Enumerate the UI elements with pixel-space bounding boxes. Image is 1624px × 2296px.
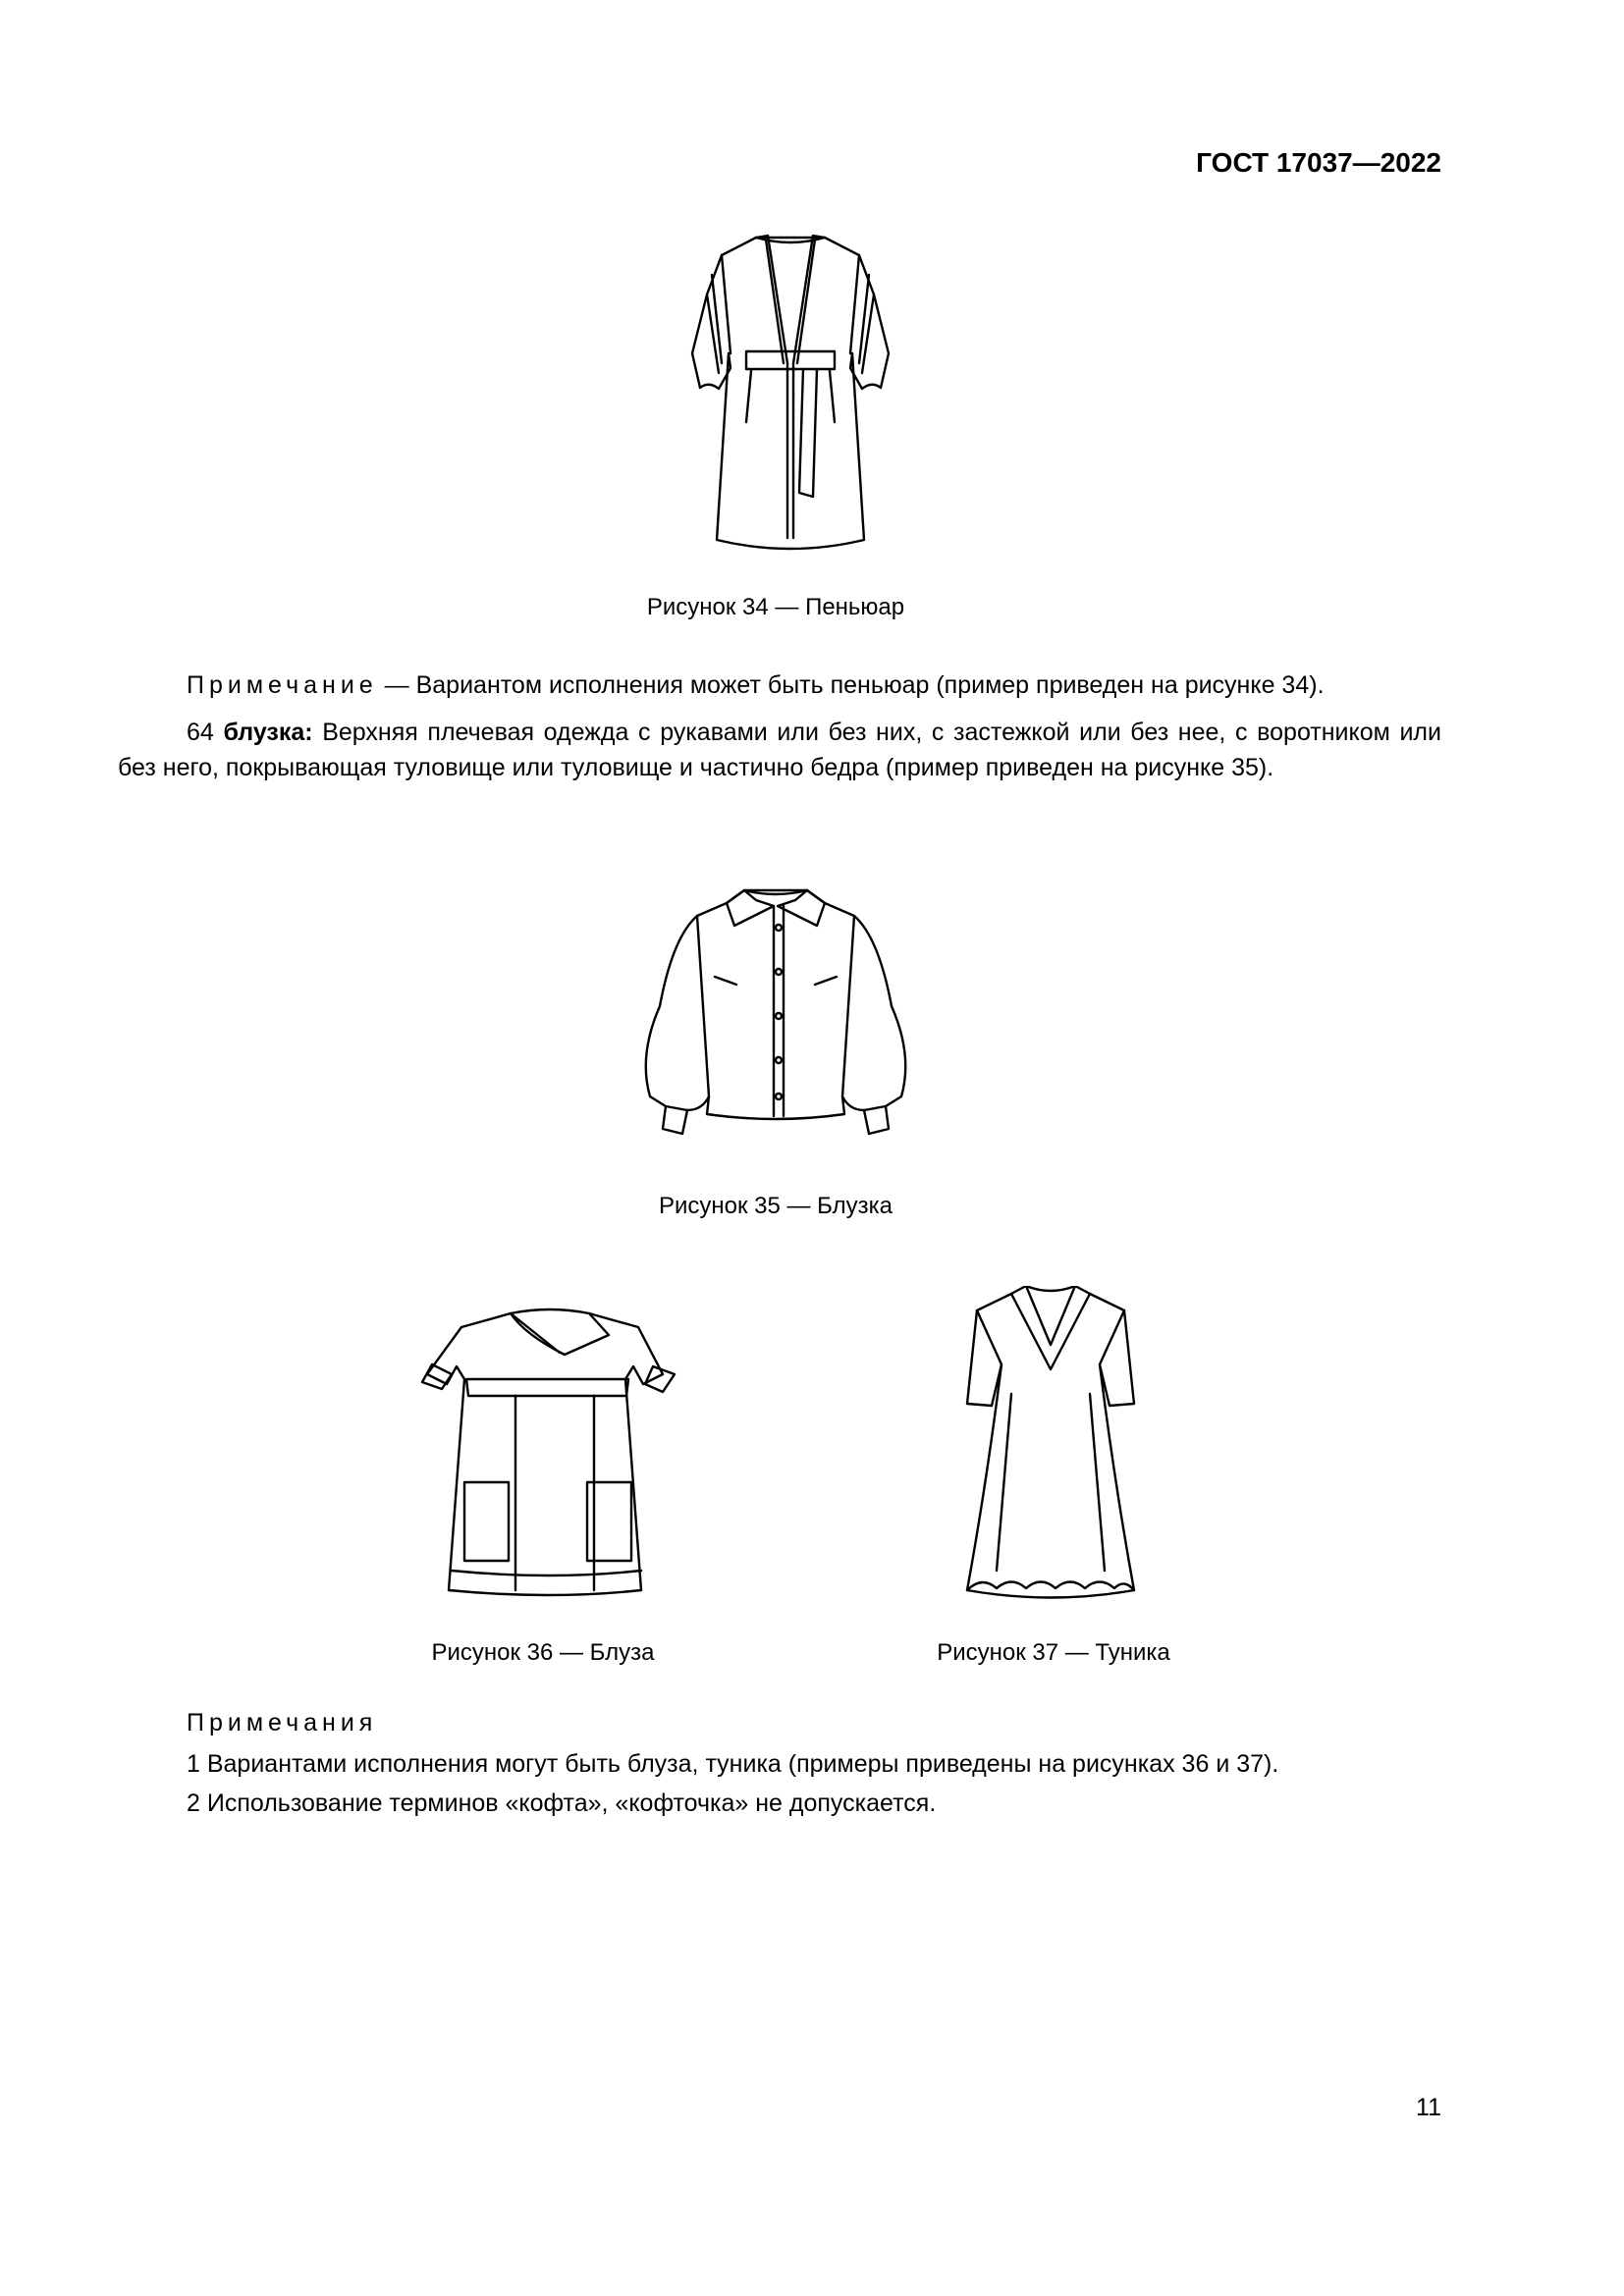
note-text: — Вариантом исполнения может быть пеньюар (пример приведен на рисунке 34). bbox=[377, 671, 1325, 699]
page-number: 11 bbox=[1416, 2094, 1441, 2121]
notes-item-2: 2 Использование терминов «кофта», «кофточка» не допускается. bbox=[187, 1789, 937, 1817]
term-definition: Верхняя плечевая одежда с рукавами или без них, с застежкой или без нее, с воротником или без него, покрывающая туловище или туловище и частично бедра (пример приведен на рисунке 35). bbox=[118, 719, 1441, 781]
notes-label: Примечания bbox=[187, 1709, 378, 1736]
figure-34-caption: Рисунок 34 — Пеньюар bbox=[646, 594, 905, 620]
figure-34-peignoir-drawing bbox=[677, 226, 903, 564]
figure-37-caption: Рисунок 37 — Туника bbox=[937, 1639, 1170, 1666]
notes-item-1: 1 Вариантами исполнения могут быть блуза, туника (примеры приведены на рисунках 36 и 37). bbox=[187, 1750, 1279, 1778]
figure-35-caption: Рисунок 35 — Блузка bbox=[658, 1193, 893, 1219]
note-label: Примечание bbox=[187, 671, 378, 699]
document-header: ГОСТ 17037—2022 bbox=[1196, 147, 1441, 178]
figure-36-blouse-drawing bbox=[417, 1306, 682, 1600]
term-number: 64 bbox=[187, 719, 224, 746]
term-64-paragraph bbox=[118, 715, 1441, 785]
figure-36-caption: Рисунок 36 — Блуза bbox=[431, 1639, 655, 1666]
figure-37-tunic-drawing bbox=[952, 1286, 1149, 1600]
note-paragraph bbox=[187, 667, 1463, 703]
figure-35-blouse-drawing bbox=[628, 879, 923, 1148]
term-name: блузка: bbox=[223, 719, 313, 746]
